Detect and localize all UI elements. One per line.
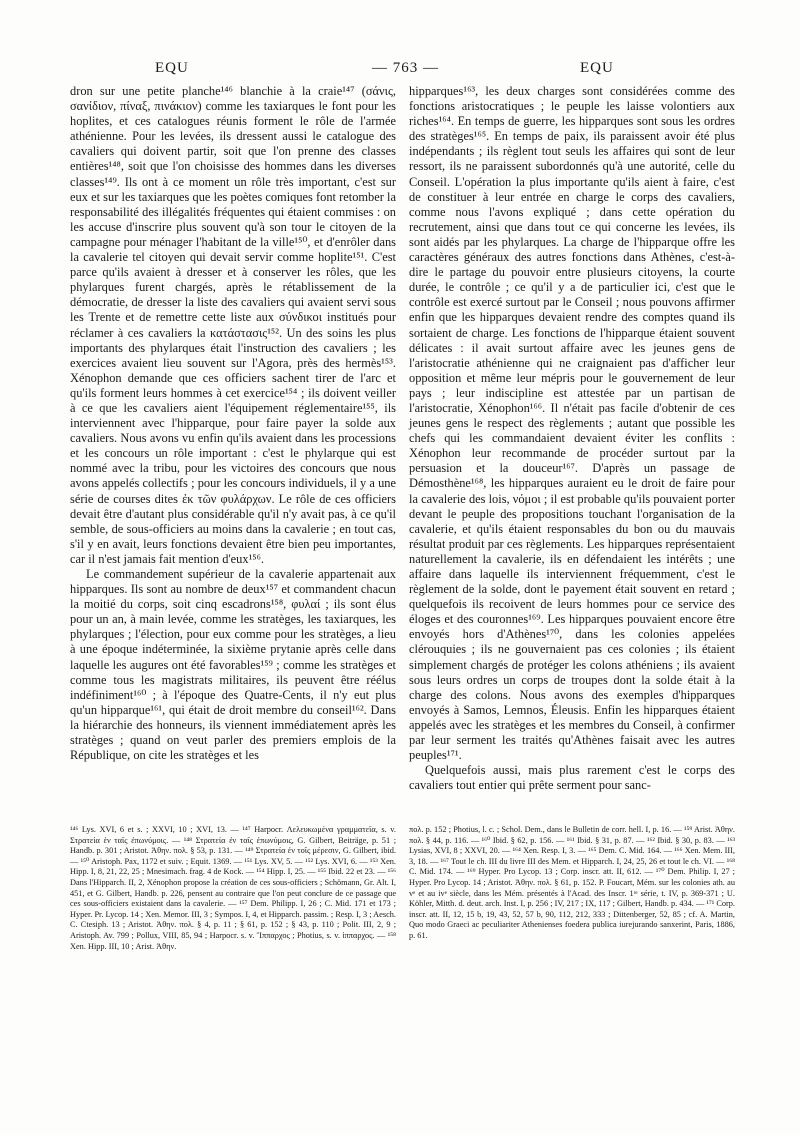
- paragraph: hipparques¹⁶³, les deux charges sont considérées comme des fonctions aristocratiques ; le peuple les laisse volontiers aux riches¹⁶⁴. En temps de guerre, les hipparques sont sous les ordres des stratèges¹⁶⁵. En temps de paix, ils paraissent avoir été plus indépendants ; ils règlent tout seuls les affaires qui sont de leur ressort, ils ne paraissent subordonnés qu'à une autorité, celle du Conseil. L'opération la plus importante qu'ils aient à faire, c'est de constituer à leur entrée en charge le corps des cavaliers, comme nous l'avons expliqué ; dans cette opération du recrutement, ainsi que dans tout ce qui concerne les levées, ils sont aidés par les phylarques. La charge de l'hipparque offre les caractères généraux des autres fonctions dans Athènes, c'est-à-dire le partage du pouvoir entre plusieurs citoyens, la courte durée, le contrôle ; ce qu'il y a de particulier ici, c'est que le contrôle est exercé surtout par le Conseil ; nous pouvons affirmer enfin que les hipparques devaient rendre des comptes quand ils sortaient de charge. Les fonctions de l'hipparque étaient souvent délicates : il avait surtout affaire avec les jeunes gens de l'aristocratie athénienne qui ne craignaient pas d'afficher leur opposition et même leur mépris pour le gouvernement de leur pays ; leur indiscipline est attestée par un partisan de l'aristocratie, Xénophon¹⁶⁶. Il n'était pas facile d'obtenir de ces jeunes gens le respect des règlements ; autant que possible les chefs qui les commandaient devaient éviter les conflits : Xénophon leur recommande de procéder surtout par la persuasion et la douceur¹⁶⁷. D'après un passage de Démosthène¹⁶⁸, les hipparques auraient eu le droit de faire pour la cavalerie des lois, νόμοι ; il est probable qu'ils pouvaient porter devant le peuple des propositions touchant l'organisation de la cavalerie, et qu'ils étaient responsables du bon ou du mauvais résultat produit par ces règlements. Les hipparques représentaient naturellement la cavalerie, ils en défendaient les intérêts ; une affaire dans laquelle ils interviennent fréquemment, c'est le règlement de la solde, dont le payement était souvent en retard ; quelquefois ils recoivent de leurs hommes pour ce service des éloges et des couronnes¹⁶⁹. Les hipparques pouvaient encore être envoyés hors d'Athènes¹⁷⁰, dans les colonies appelées clérouquies ; ils ne gouvernaient pas ces colonies ; ils étaient simplement chargés de protéger les colons athéniens ; ils avaient sous leurs ordres un corps de troupes dont la solde était à la charge des colons. Nous avons des exemples d'hipparques envoyés à Samos, Lemnos, Éleusis. Enfin les hipparques étaient appelés avec les stratèges et les membres du Conseil, à confirmer par leur serment les traités qu'Athènes faisait avec les autres peuples¹⁷¹.: [409, 84, 735, 763]
- page-number: — 763 —: [372, 60, 439, 76]
- paragraph: dron sur une petite planche¹⁴⁶ blanchie à la craie¹⁴⁷ (σάνις, σανίδιον, πίναξ, πινάκιον) comme les taxiarques le font pour les hoplites, et ces catalogues réunis forment le rôle de l'armée athénienne. Pour les levées, ils dressent aussi le catalogue des cavaliers qui doivent partir, soit que l'on prenne des classes entières¹⁴⁸, soit que l'on choisisse des hommes dans les diverses classes¹⁴⁹. Ils ont à ce moment un rôle très important, c'est sur eux et sur les taxiarques que les poètes comiques font retomber la responsabilité des illégalités fréquentes qui étaient commises : on les accuse d'inscrire plus souvent qu'à son tour le citoyen de la campagne pour ménager l'habitant de la ville¹⁵⁰, et d'enrôler dans la cavalerie tel citoyen qui devait servir comme hoplite¹⁵¹. C'est parce qu'ils avaient à dresser et à conserver les rôles, que les phylarques furent chargés, après le rétablissement de la démocratie, de dresser la liste des cavaliers qui avaient servi sous les Trente et de remettre cette liste aux σύνδικοι institués pour réclamer à ces cavaliers la κατάστασις¹⁵². Un des soins les plus importants des phylarques était l'instruction des cavaliers ; les exercices avaient lieu souvent sur l'Agora, près des hermès¹⁵³. Xénophon demande que ces officiers sachent tirer de l'arc et qu'ils forment leurs hommes à cet exercice¹⁵⁴ ; ils doivent veiller à ce que les cavaliers aient l'équipement réglementaire¹⁵⁵, ils interviennent avec l'hipparque, pour faire payer la solde aux cavaliers. Nous avons vu enfin qu'ils avaient dans les processions et les concours un rôle important : c'est le phylarque qui est nommé avec la tribu, pour les victoires des concours que nous avons appelés collectifs ; pour les concours individuels, il y a une série de courses dites ἐκ τῶν φυλάρχων. Le rôle de ces officiers devait être d'autant plus considérable qu'il n'y avait pas, à ce qu'il semble, de sous-officiers au moins dans la cavalerie ; en tout cas, s'il y en avait, leurs fonctions devaient être bien peu importantes, car il n'est jamais fait mention d'eux¹⁵⁶.: [70, 84, 396, 566]
- paragraph: Quelquefois aussi, mais plus rarement c'est le corps des cavaliers tout entier qui prête serment pour sanc-: [409, 763, 735, 793]
- running-header: [0, 60, 800, 84]
- right-column: [409, 84, 735, 793]
- paragraph: Le commandement supérieur de la cavalerie appartenait aux hipparques. Ils sont au nombre de deux¹⁵⁷ et commandent chacun la moitié du corps, soit cinq escadrons¹⁵⁸, φυλαί ; ils sont élus pour un an, à main levée, comme les stratèges, les taxiarques, les phylarques ; l'élection, pour eux comme pour les stratèges, a lieu à une époque indéterminée, la sixième prytanie après celle dans laquelle les augures ont été favorables¹⁵⁹ ; comme les stratèges et comme tous les magistrats militaires, ils peuvent être réélus indéfiniment¹⁶⁰ ; à l'époque des Quatre-Cents, il n'y eut plus qu'un hipparque¹⁶¹, qui était de droit membre du conseil¹⁶². Dans la hiérarchie des honneurs, ils viennent immédiatement après les stratèges ; quand on veut parler des premiers emplois de la République, on cite les stratèges et les: [70, 567, 396, 763]
- header-right-term: EQU: [580, 60, 614, 76]
- footnote-block: ¹⁴⁶ Lys. XVI, 6 et s. ; XXVI, 10 ; XVI, 13. — ¹⁴⁷ Harpocr. Λελευκωμένα γραμματεῖα, s. v. Στρατεία ἐν ταῖς ἐπωνύμοις. — ¹⁴⁸ Στρατεία ἐν ταῖς ἐπωνύμοις, G. Gilbert, Beiträge, p. 51 ; Handb. p. 301 ; Aristot. Ἀθην. πολ. § 53, p. 131. — ¹⁴⁹ Στρατεία ἐν τοῖς μέρεσιν, G. Gilbert, ibid. — ¹⁵⁰ Aristoph. Pax, 1172 et suiv. ; Equit. 1369. — ¹⁵¹ Lys. XV, 5. — ¹⁵² Lys. XVI, 6. — ¹⁵³ Xen. Hipp. I, 8, 21, 22, 25 ; Mnesimach. frag. 4 de Kock. — ¹⁵⁴ Hipp. I, 25. — ¹⁵⁵ Ibid. 22 et 23. — ¹⁵⁶ Dans l'Hipparch. II, 2, Xénophon propose la création de ces sous-officiers ; Schömann, Gr. Alt. I, 451, et G. Gilbert, Handb. p. 226, pensent au contraire que l'on peut conclure de ce passage que ces sous-officiers existaient dans la cavalerie. — ¹⁵⁷ Dem. Philipp. I, 26 ; C. Mid. 171 et 173 ; Hyper. Pr. Lycop. 14 ; Xen. Memor. III, 3 ; Sympos. I, 4, et Hipparch. passim. ; Resp. I, 3 ; Aesch. C. Ctesiph. 13 ; Aristot. Ἀθην. πολ. § 4, p. 11 ; § 61, p. 152 ; § 43, p. 110 ; Polit. III, 2, 9 ; Aristoph. Av. 799 ; Pollux, VIII, 85, 94 ; Harpocr. s. v. Ἵππαρχος ; Photius, s. v. ἱππαρχος. — ¹⁵⁸ Xen. Hipp. III, 10 ; Arist. Ἀθην.: [70, 825, 396, 951]
- footnotes-left: [70, 825, 396, 952]
- left-column: [70, 84, 396, 763]
- footnote-block: πολ. p. 152 ; Photius, l. c. ; Schol. Dem., dans le Bulletin de corr. hell. I, p. 16. — ¹⁵⁹ Arist. Ἀθην. πολ. § 44, p. 116. — ¹⁶⁰ Ibid. § 62, p. 156. — ¹⁶¹ Ibid. § 31, p. 87. — ¹⁶² Ibid. § 30, p. 83. — ¹⁶³ Lysias, XVI, 8 ; XXVI, 20. — ¹⁶⁴ Xen. Resp. I, 3. — ¹⁶⁵ Dem. C. Mid. 164. — ¹⁶⁶ Xen. Mem. III, 3, 18. — ¹⁶⁷ Tout le ch. III du livre III des Mem. et Hipparch. I, 24, 25, 26 et tout le ch. VI. — ¹⁶⁸ C. Mid. 174. — ¹⁶⁹ Hyper. Pro Lycop. 13 ; Corp. inscr. att. II, 612. — ¹⁷⁰ Dem. Philip. I, 27 ; Hyper. Pro Lycop. 14 ; Aristot. Ἀθην. πολ. § 61, p. 152. P. Foucart, Mém. sur les colonies ath. au vᵉ et au ivᵉ siècle, dans les Mém. présentés à l'Acad. des Inscr. 1ʳᵉ série, t. IV, p. 369-371 ; U. Köhler, Mitth. d. deut. arch. Inst. I, p. 256 ; IV, 217 ; IX, 117 ; Gilbert, Handb. p. 434. — ¹⁷¹ Corp. inscr. att. II, 12, 15 b, 19, 43, 52, 57 b, 90, 112, 212, 333 ; Dittenberger, 52, 85 ; cf. A. Martin, Quo modo Graeci ac peculiariter Athenienses foedera publica iurejurando sanxerint, Paris, 1886, p. 61.: [409, 825, 735, 940]
- header-left-term: EQU: [155, 60, 189, 76]
- footnotes-right: [409, 825, 735, 942]
